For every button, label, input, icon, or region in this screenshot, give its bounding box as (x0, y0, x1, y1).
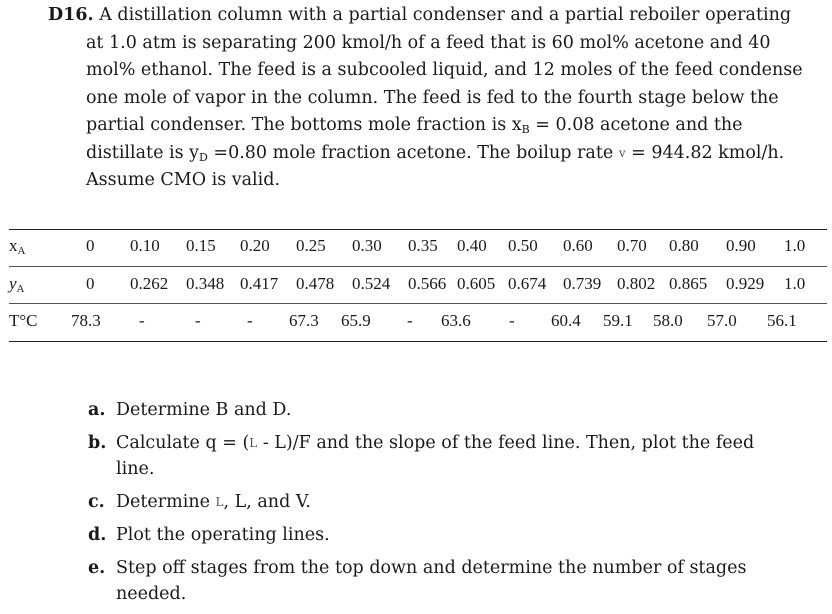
temperature-value-cell: 58.0 (653, 311, 683, 330)
y-value-cell: 0.566 (408, 274, 447, 293)
liquid-flow-symbol: L (249, 436, 258, 450)
question-item (88, 397, 768, 423)
temperature-value-cell: 78.3 (71, 311, 101, 330)
question-text: - L)/F and the slope of the feed line. Then, plot the feed line. (116, 433, 755, 479)
distillate-subscript: D (199, 150, 208, 164)
x-value-cell: 0.90 (726, 236, 756, 255)
y-value-cell: 0.262 (130, 274, 169, 293)
y-value-cell: 0.865 (669, 274, 708, 293)
table-rule-1 (9, 266, 827, 267)
temperature-value-cell: - (509, 311, 515, 330)
x-value-cell: 0 (86, 236, 95, 255)
question-text: Calculate q = ( (116, 433, 250, 453)
y-value-cell: 1.0 (784, 274, 806, 293)
question-text: Determine B and D. (116, 400, 292, 420)
question-text: , L, and V. (223, 492, 311, 512)
x-value-cell: 0.10 (130, 236, 160, 255)
table-top-rule (9, 229, 827, 230)
question-label: d. (88, 525, 107, 545)
table-row-x (9, 232, 827, 262)
temperature-value-cell: 60.4 (551, 311, 581, 330)
problem-text-part3: =0.80 mole fraction acetone. The boilup rate (207, 142, 619, 163)
row-label-x: $x_A$ (9, 236, 26, 257)
temperature-value-cell: - (139, 311, 145, 330)
question-label: c. (88, 492, 105, 512)
table-row-temperature (9, 307, 827, 337)
y-value-cell: 0.674 (508, 274, 547, 293)
y-value-cell: 0.478 (296, 274, 335, 293)
boilup-symbol: v (618, 145, 626, 160)
temperature-value-cell: 57.0 (707, 311, 737, 330)
bottoms-subscript: B (521, 123, 530, 136)
table-rule-2 (9, 303, 827, 304)
temperature-value-cell: - (195, 311, 201, 330)
problem-number: D16. (48, 5, 94, 25)
question-text: Step off stages from the top down and determine the number of stages needed. (116, 558, 747, 604)
y-value-cell: 0.417 (240, 274, 279, 293)
question-label: b. (88, 433, 107, 453)
liquid-flow-symbol: L (215, 495, 224, 509)
question-text: Plot the operating lines. (116, 525, 330, 545)
x-value-cell: 0.50 (508, 236, 538, 255)
x-value-cell: 0.40 (457, 236, 487, 255)
question-text: Determine (116, 492, 216, 512)
question-label: e. (88, 558, 106, 578)
y-value-cell: 0.348 (186, 274, 225, 293)
y-value-cell: 0.802 (617, 274, 656, 293)
question-item (88, 555, 768, 607)
question-item (88, 522, 768, 548)
temperature-value-cell: 56.1 (767, 311, 797, 330)
problem-text-part4: = 944.82 kmol/h. Assume CMO is valid. (86, 142, 785, 190)
x-value-cell: 1.0 (784, 236, 806, 255)
question-item (88, 489, 768, 515)
x-value-cell: 0.25 (296, 236, 326, 255)
x-value-cell: 0.60 (563, 236, 593, 255)
y-value-cell: 0 (86, 274, 95, 293)
problem-statement (48, 2, 806, 195)
x-value-cell: 0.80 (669, 236, 699, 255)
x-value-cell: 0.70 (617, 236, 647, 255)
x-value-cell: 0.35 (408, 236, 438, 255)
x-value-cell: 0.15 (186, 236, 216, 255)
question-item (88, 430, 768, 482)
table-row-y (9, 270, 827, 300)
temperature-value-cell: 59.1 (603, 311, 633, 330)
x-value-cell: 0.30 (352, 236, 382, 255)
temperature-value-cell: 63.6 (441, 311, 471, 330)
row-label-temperature: T°C (9, 311, 38, 330)
temperature-value-cell: - (247, 311, 253, 330)
question-list (88, 397, 768, 614)
y-value-cell: 0.605 (457, 274, 496, 293)
table-bottom-rule (9, 341, 827, 342)
problem-text-part1: A distillation column with a partial condenser and a partial reboiler operating at 1.0 atm is separating 200 kmol/h of a feed that is 60 mol% acetone and 40 mol% ethanol. The feed is a subcooled liquid, and 12 moles of the feed condense one mole of vapor in the column. The feed is fed to the fourth stage below the partial condenser. The bottoms mole fraction is x (86, 5, 803, 135)
temperature-value-cell: 67.3 (289, 311, 319, 330)
y-value-cell: 0.524 (352, 274, 391, 293)
temperature-value-cell: 65.9 (341, 311, 371, 330)
question-label: a. (88, 400, 106, 420)
y-value-cell: 0.929 (726, 274, 765, 293)
x-value-cell: 0.20 (240, 236, 270, 255)
row-label-y: $y_A$ (9, 274, 25, 295)
temperature-value-cell: - (407, 311, 413, 330)
y-value-cell: 0.739 (563, 274, 602, 293)
problem-text-part2: = 0.08 acetone and the distillate is y (86, 115, 743, 163)
